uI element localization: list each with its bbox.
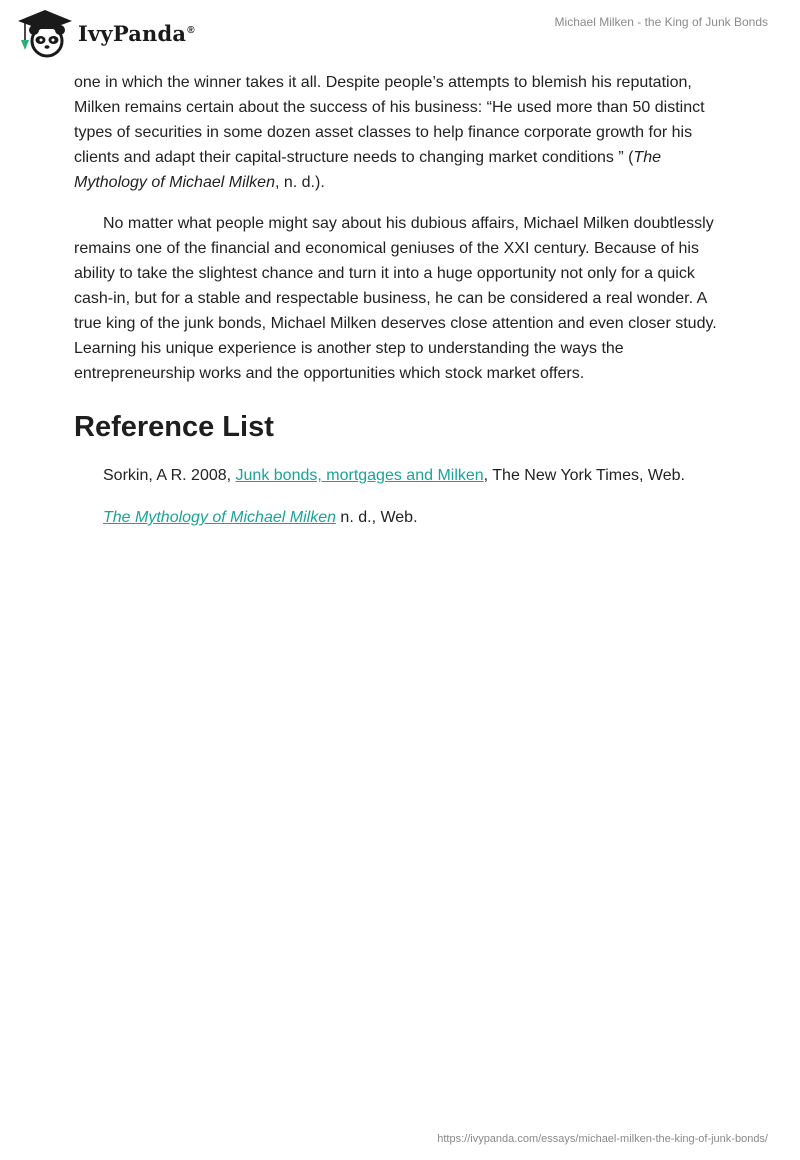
citation-tail: , n. d.). <box>274 174 325 191</box>
reference-source: n. d., Web. <box>335 509 418 526</box>
ivypanda-logo[interactable] <box>16 8 195 58</box>
reference-list-heading: Reference List <box>74 411 274 443</box>
page-header <box>0 0 800 70</box>
panda-graduate-icon <box>16 8 74 58</box>
reference-source: , The New York Times, Web. <box>483 467 685 484</box>
logo-wordmark: IvyPanda® <box>78 20 195 46</box>
reference-link[interactable]: Junk bonds, mortgages and Milken <box>235 467 484 484</box>
essay-content <box>74 70 734 530</box>
reference-item <box>74 464 734 488</box>
reference-item <box>74 506 734 530</box>
registered-mark: ® <box>187 24 195 36</box>
reference-link[interactable]: The Mythology of Michael Milken <box>103 509 336 526</box>
body-paragraph-conclusion: No matter what people might say about his dubious affairs, Michael Milken doubtlessly remains one of the financial and economical geniuses of the XXI century. Because of his ability to take the slightest chance and turn it into a huge opportunity not only for a quick cash-in, but for a stable and respectable business, he can be considered a real wonder. A true king of the junk bonds, Michael Milken deserves close attention and even closer study. Learning his unique experience is another step to understanding the ways the entrepreneurship works and the opportunities which stock market offers. <box>74 215 717 382</box>
citation-title: The Mythology of Michael Milken <box>74 149 661 191</box>
body-paragraph <box>74 70 734 195</box>
page-url: https://ivypanda.com/essays/michael-milken-the-king-of-junk-bonds/ <box>437 1133 768 1145</box>
paragraph-text: one in which the winner takes it all. Despite people’s attempts to blemish his reputation, Milken remains certain about the success of his business: “He used more than 50 distinct types of securities in some dozen asset classes to help finance corporate growth for his clients and adapt their capital-structure needs to changing market conditions ” ( <box>74 74 705 166</box>
reference-author: Sorkin, A R. 2008, <box>103 467 236 484</box>
document-title: Michael Milken - the King of Junk Bonds <box>554 15 768 29</box>
